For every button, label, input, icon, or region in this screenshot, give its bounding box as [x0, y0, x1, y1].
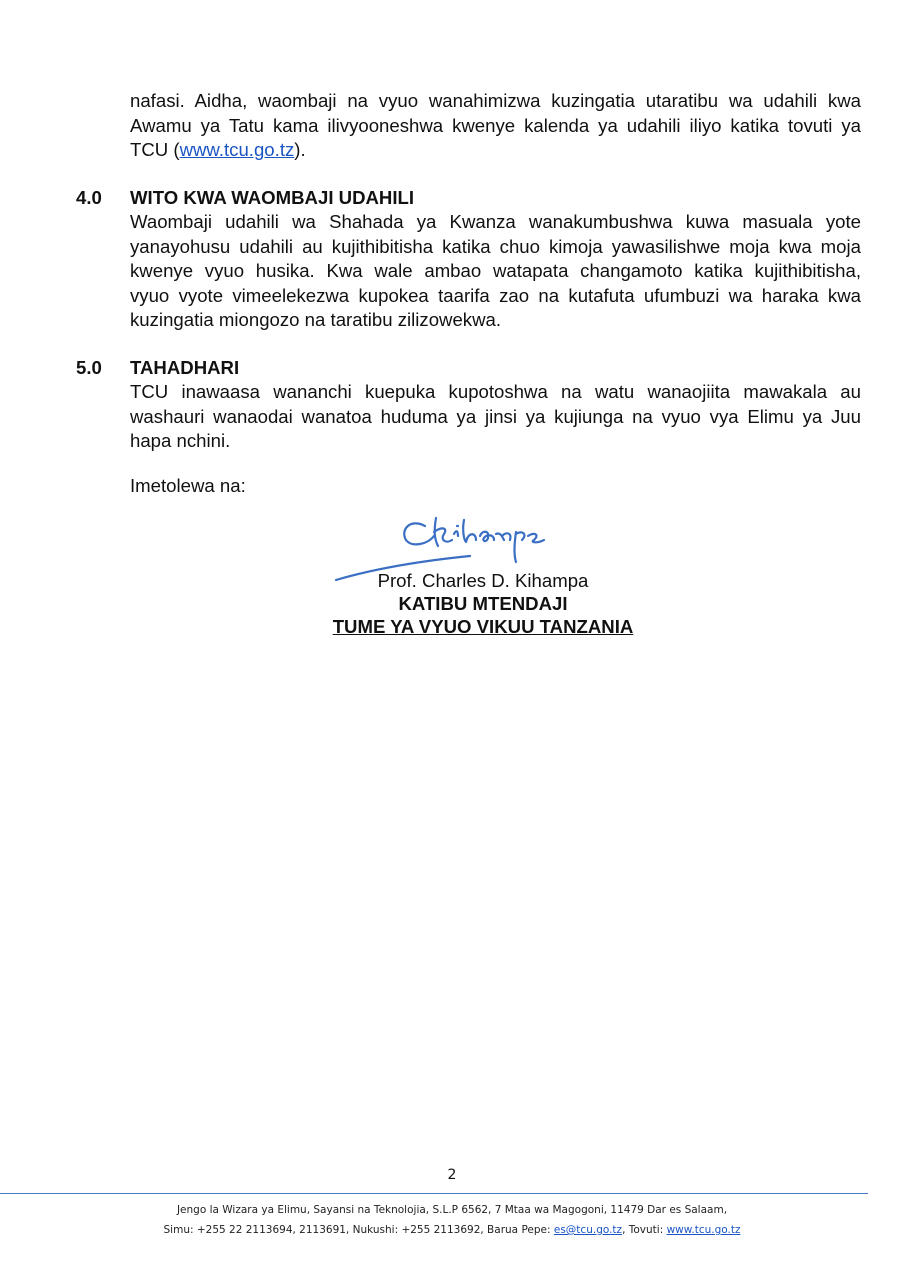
footer-email-link[interactable]: es@tcu.go.tz	[553, 1224, 623, 1236]
issued-by-label	[130, 474, 861, 499]
footer-website-label: , Tovuti:	[622, 1224, 667, 1236]
footer-phone-text: Simu: +255 22 2113694, 2113691, Nukushi: +255 2113692, Barua Pepe:	[163, 1224, 554, 1236]
issued-by-text: Imetolewa na:	[130, 475, 246, 496]
page-number: 2	[447, 1167, 457, 1183]
section-4-line: kuzingatia miongozo na taratibu zilizowekwa.	[130, 309, 502, 331]
section-5-title: TAHADHARI	[130, 357, 240, 378]
footer-website-link[interactable]: www.tcu.go.tz	[666, 1224, 741, 1236]
section-4-number: 4.0	[76, 187, 102, 208]
intro-paragraph	[130, 89, 861, 163]
intro-text-post: ).	[294, 139, 306, 161]
section-5-body	[130, 380, 861, 454]
intro-text-pre: TCU (	[130, 139, 180, 161]
section-4-line: kwenye vyuo husika. Kwa wale ambao watapata changamoto katika kujithibitisha,	[130, 260, 861, 282]
section-5-line: washauri wanaodai wanatoa huduma ya jinsi ya kujiunga na vyuo vya Elimu ya Juu	[130, 405, 861, 427]
section-4-line: vyuo vyote vimeelekezwa kupokea taarifa zao na kutafuta ufumbuzi wa haraka kwa	[130, 284, 861, 306]
signatory-name: Prof. Charles D. Kihampa	[377, 570, 589, 591]
footer-contacts	[0, 1224, 904, 1236]
section-4-body	[130, 210, 861, 333]
intro-line-1: nafasi. Aidha, waombaji na vyuo wanahimizwa kuzingatia utaratibu wa udahili kwa	[130, 90, 861, 111]
footer-address: Jengo la Wizara ya Elimu, Sayansi na Teknolojia, S.L.P 6562, 7 Mtaa wa Magogoni, 11479 Dar es Salaam,	[176, 1204, 728, 1216]
section-4-title: WITO KWA WAOMBAJI UDAHILI	[130, 187, 415, 208]
signatory-organization: TUME YA VYUO VIKUU TANZANIA	[332, 616, 634, 637]
section-4-line: Waombaji udahili wa Shahada ya Kwanza wanakumbushwa kuwa masuala yote	[130, 211, 861, 232]
section-5-line: TCU inawaasa wananchi kuepuka kupotoshwa na watu wanaojiita mawakala au	[130, 381, 861, 402]
tcu-website-link[interactable]: www.tcu.go.tz	[179, 139, 295, 161]
section-5-line: hapa nchini.	[130, 430, 231, 452]
intro-line-3	[130, 138, 861, 163]
intro-line-2: Awamu ya Tatu kama ilivyooneshwa kwenye kalenda ya udahili iliyo katika tovuti ya	[130, 114, 861, 136]
section-5-number: 5.0	[76, 357, 102, 378]
signatory-role: KATIBU MTENDAJI	[398, 593, 568, 614]
section-4-line: yanayohusu udahili au kujithibitisha katika chuo kimoja yawasilishwe moja kwa moja	[130, 235, 861, 257]
footer-divider	[0, 1193, 868, 1194]
signature-block	[318, 569, 648, 638]
